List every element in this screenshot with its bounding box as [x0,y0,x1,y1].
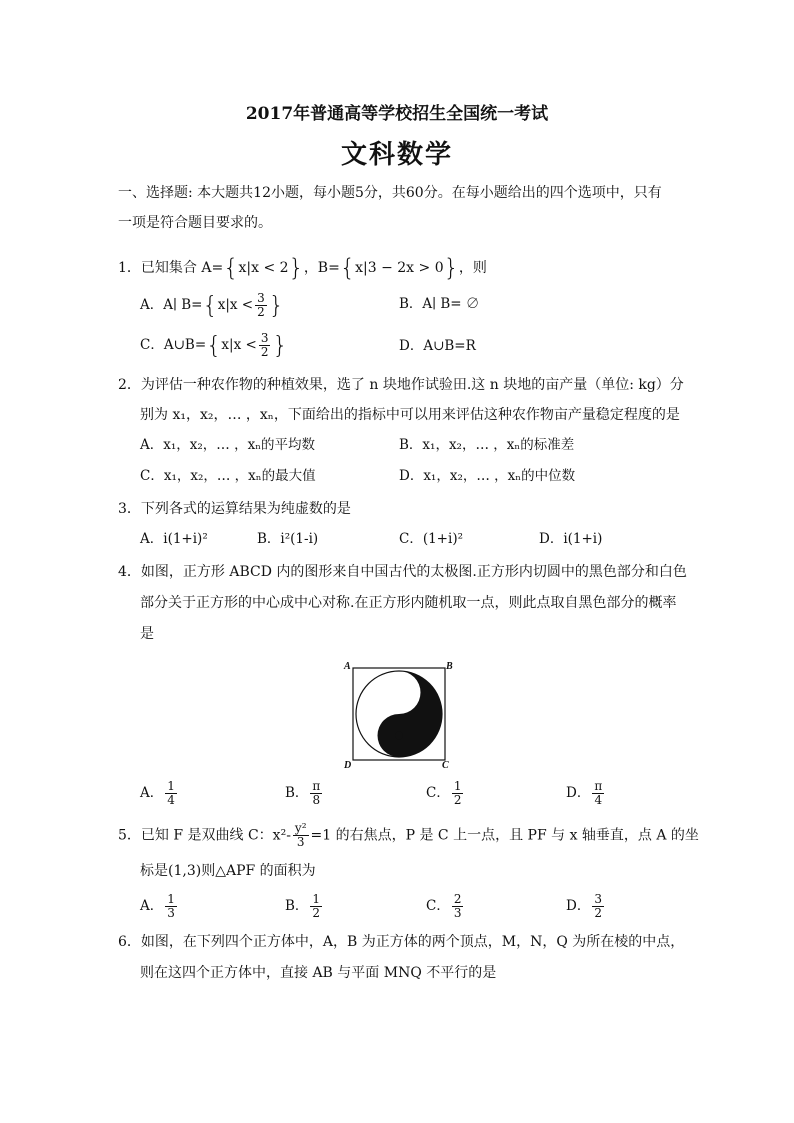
brace-left: { [202,291,218,320]
q2-option-a: A．x₁，x₂，… ，xₙ的平均数 [140,437,316,453]
option-text: A∪B=R [423,338,476,354]
q5-stem-part-a: 5．已知 F 是双曲线 C：x²- [118,827,291,844]
fraction-numerator: π [312,779,321,793]
fraction [165,893,177,920]
q4-option-b [285,780,324,807]
option-text: A∣ B= ∅ [422,296,480,312]
option-label: D． [566,898,591,915]
fraction [452,893,464,920]
fraction-numerator: 3 [260,331,269,345]
fraction-numerator: 1 [312,892,321,906]
vertex-label-b: B [446,661,453,672]
brace-right: } [268,291,285,320]
option-label: C． [426,785,450,802]
q2-option-d: D．x₁，x₂，… ，xₙ的中位数 [399,468,576,484]
brace-left: { [206,331,222,360]
black-dot [395,732,403,740]
section-instruction-line2: 一项是符合题目要求的。 [118,215,272,231]
q3-option-c: C．(1+i)² [399,531,463,547]
q2-option-b: B．x₁，x₂，… ，xₙ的标准差 [399,437,575,453]
fraction [259,332,271,359]
q5-option-d [566,893,606,920]
fraction-denominator: 2 [312,906,321,921]
fraction-denominator: 8 [312,793,321,808]
fraction-numerator: 3 [594,892,602,906]
q2-stem-line1: 2．为评估一种农作物的种植效果，选了 n 块地作试验田.这 n 块地的亩产量（单位: kg）分 [118,377,684,393]
fraction-denominator: 3 [453,906,462,921]
q2-stem-line2: 别为 x₁，x₂，… ，xₙ，下面给出的指标中可以用来评估这种农作物亩产量稳定程度的是 [140,407,680,423]
brace-left: { [223,254,239,282]
q4-option-a [140,780,179,807]
q4-option-c [426,780,465,807]
q1-option-a [140,292,284,319]
option-label: C． [140,337,164,354]
fraction [310,780,322,807]
option-label: A． [140,898,164,915]
fraction-numerator: π [594,779,603,793]
fraction-denominator: 2 [594,906,602,921]
q2-option-c: C．x₁，x₂，… ，xₙ的最大值 [140,468,316,484]
option-label: D． [566,785,591,802]
q3-option-a: A．i(1+i)² [140,531,208,547]
fraction [255,292,267,319]
q1-option-b [399,298,479,312]
q1-stem-part-b: ，B= [303,260,340,276]
option-label: D． [399,338,424,354]
fraction-denominator: 2 [260,345,269,360]
q3-stem: 3．下列各式的运算结果为纯虚数的是 [118,501,351,517]
brace-right: } [288,254,304,282]
option-label: B． [285,898,309,915]
q1-set-b: x|3 − 2x > 0 [355,260,444,276]
fraction-numerator: 2 [453,892,462,906]
q5-stem-part-b: =1 的右焦点，P 是 C 上一点，且 PF 与 x 轴垂直，点 A 的坐 [310,827,699,844]
q1-stem [118,256,487,280]
fraction-denominator: 2 [257,305,265,320]
exam-subject: 文科数学 [340,140,453,170]
q1-set-a: x|x < 2 [238,260,289,276]
q1-option-d [399,340,476,354]
option-label: B． [399,296,423,312]
option-label: B． [285,785,309,802]
q5-option-a [140,893,179,920]
q1-option-c [140,332,288,359]
fraction [592,893,604,920]
fraction-numerator: 1 [167,892,175,906]
option-label: C． [426,898,450,915]
fraction [310,893,322,920]
option-label: A． [140,297,164,314]
fraction-denominator: 3 [296,835,305,850]
option-set: x|x < [221,337,257,354]
fraction-denominator: 4 [167,793,175,808]
brace-right: } [443,254,459,282]
white-dot [395,689,403,697]
q4-stem-line3: 是 [140,626,154,642]
section-instruction-line1: 一、选择题: 本大题共12小题，每小题5分，共60分。在每小题给出的四个选项中，只有 [118,185,662,201]
q3-option-b: B．i²(1-i) [257,531,319,547]
option-label: A． [140,785,164,802]
q5-option-c [426,893,465,920]
vertex-label-a: A [344,661,351,672]
vertex-label-c: C [442,760,449,770]
fraction-numerator: 1 [167,779,175,793]
q6-stem-line2: 则在这四个正方体中，直接 AB 与平面 MNQ 不平行的是 [140,965,497,981]
option-text: A∣ B= [163,297,203,314]
option-text: A∪B= [163,337,207,354]
q1-stem-part-c: ，则 [458,260,487,276]
fraction-numerator: 3 [257,291,265,305]
exam-title: 2017年普通高等学校招生全国统一考试 [245,104,549,124]
option-set: x|x < [217,297,254,314]
fraction-numerator: 1 [453,779,462,793]
fraction [293,822,309,849]
brace-left: { [339,254,356,282]
q4-stem-line2: 部分关于正方形的中心成中心对称.在正方形内随机取一点，则此点取自黑色部分的概率 [140,595,677,611]
taiji-diagram [343,660,453,770]
q3-option-d: D．i(1+i) [539,531,603,547]
fraction-denominator: 4 [594,793,603,808]
q5-option-b [285,893,324,920]
taiji-figure [343,660,453,774]
q6-stem-line1: 6．如图，在下列四个正方体中，A，B 为正方体的两个顶点，M，N，Q 为所在棱的中点， [118,934,685,950]
q4-stem-line1: 4．如图，正方形 ABCD 内的图形来自中国古代的太极图.正方形内切圆中的黑色部分和白色 [118,564,687,580]
q1-stem-part-a: 1．已知集合 A= [118,260,224,276]
fraction-denominator: 2 [453,793,462,808]
q5-stem-line1 [118,822,699,849]
fraction-numerator: y² [294,821,307,835]
fraction [165,780,177,807]
q5-stem-line2: 标是(1,3)则△APF 的面积为 [140,863,316,879]
fraction [592,780,604,807]
vertex-label-d: D [344,760,352,770]
fraction-denominator: 3 [167,906,175,921]
fraction [452,780,464,807]
brace-right: } [272,331,288,360]
q4-option-d [566,780,606,807]
